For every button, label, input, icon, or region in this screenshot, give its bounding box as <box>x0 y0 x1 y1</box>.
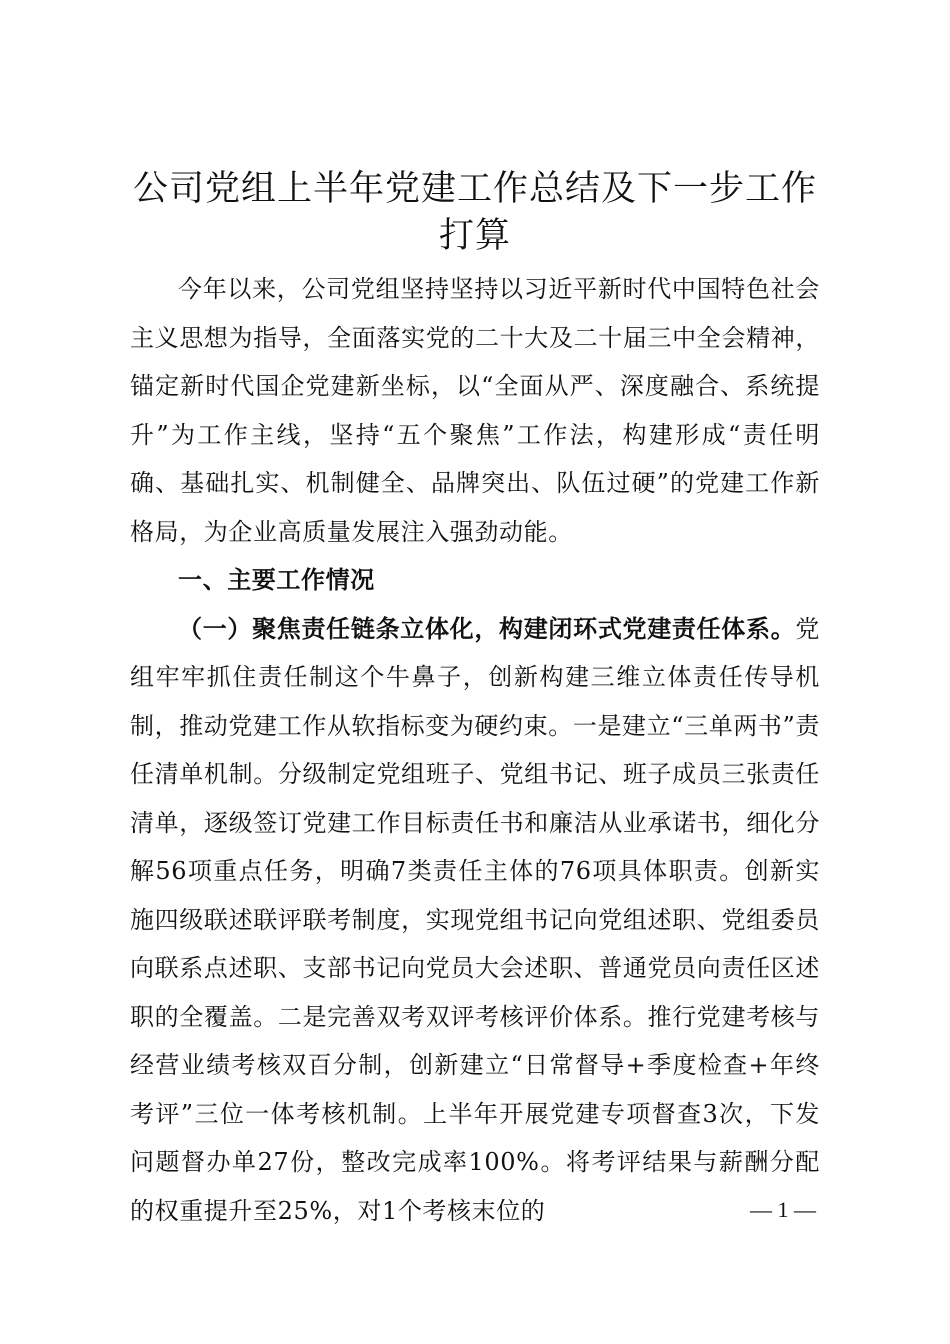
intro-paragraph: 今年以来，公司党组坚持坚持以习近平新时代中国特色社会主义思想为指导，全面落实党的二十大及二十届三中全会精神，锚定新时代国企党建新坐标，以“全面从严、深度融合、系统提升”为工作主线，坚持“五个聚焦”工作法，构建形成“责任明确、基础扎实、机制健全、品牌突出、队伍过硬”的党建工作新格局，为企业高质量发展注入强劲动能。 <box>130 275 820 546</box>
subsection-paragraph-responsibility <box>130 605 820 1236</box>
document-title: 公司党组上半年党建工作总结及下一步工作打算 <box>132 169 817 256</box>
document-body <box>130 265 820 1235</box>
page-number: — 1 — <box>750 1197 816 1222</box>
subsection-heading-responsibility: （一）聚焦责任链条立体化，构建闭环式党建责任体系。 <box>178 613 796 643</box>
section-heading-main-work: 一、主要工作情况 <box>178 566 375 594</box>
subsection-body-text: 党组牢牢抓住责任制这个牛鼻子，创新构建三维立体责任传导机制，推动党建工作从软指标变为硬约束。一是建立“三单两书”责任清单机制。分级制定党组班子、党组书记、班子成员三张责任清单，逐级签订党建工作目标责任书和廉洁从业承诺书，细化分解56项重点任务，明确7类责任主体的76项具体职责。创新实施四级联述联评联考制度，实现党组书记向党组述职、党组委员向联系点述职、支部书记向党员大会述职、普通党员向责任区述职的全覆盖。二是完善双考双评考核评价体系。推行党建考核与经营业绩考核双百分制，创新建立“日常督导+季度检查+年终考评”三位一体考核机制。上半年开展党建专项督查3次，下发问题督办单27份，整改完成率100%。将考评结果与薪酬分配的权重提升至25%，对1个考核末位的 <box>130 614 820 1225</box>
